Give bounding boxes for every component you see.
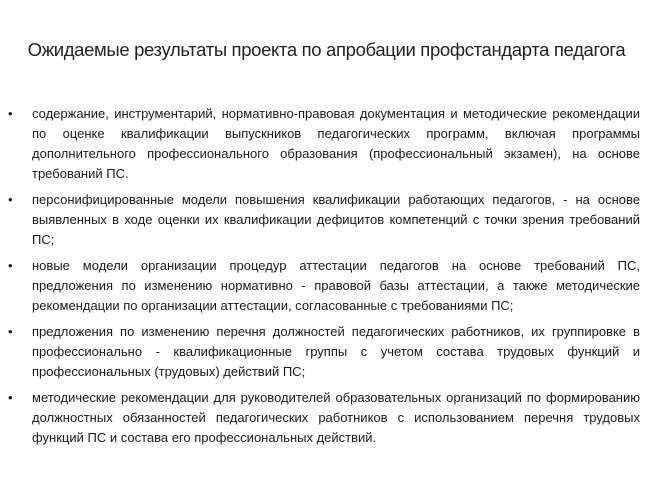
list-item — [8, 104, 640, 184]
list-item — [8, 322, 640, 382]
list-item-text: методические рекомендации для руководителей образовательных организаций по формированию должностных обязанностей педагогических работников с использованием перечня трудовых функций ПС и состава его профессиональных действий. — [32, 390, 640, 445]
list-item-text: предложения по изменению перечня должностей педагогических работников, их группировке в профессионально - квалификационные группы с учетом состава трудовых функций и профессиональных (трудовых) действий ПС; — [32, 324, 640, 379]
list-item-text: персонифицированные модели повышения квалификации работающих педагогов, - на основе выявленных в ходе оценки их квалификации дефицитов компетенций с точки зрения требований ПС; — [32, 192, 640, 247]
list-item — [8, 388, 640, 448]
slide-title: Ожидаемые результаты проекта по апробации профстандарта педагога — [27, 39, 626, 60]
bullet-list — [8, 104, 640, 454]
list-item — [8, 256, 640, 316]
bullet-icon: • — [8, 258, 13, 273]
bullet-icon: • — [8, 106, 13, 121]
list-item — [8, 190, 640, 250]
bullet-icon: • — [8, 192, 13, 207]
bullet-icon: • — [8, 390, 13, 405]
list-item-text: новые модели организации процедур аттестации педагогов на основе требований ПС, предложения по изменению нормативно - правовой базы аттестации, а также методические рекомендации по организации аттестации, согласованные с требованиями ПС; — [32, 258, 640, 313]
bullet-icon: • — [8, 324, 13, 339]
list-item-text: содержание, инструментарий, нормативно-правовая документация и методические рекомендации по оценке квалификации выпускников педагогических программ, включая программы дополнительного профессионального образования (профессиональный экзамен), на основе требований ПС. — [32, 106, 640, 181]
